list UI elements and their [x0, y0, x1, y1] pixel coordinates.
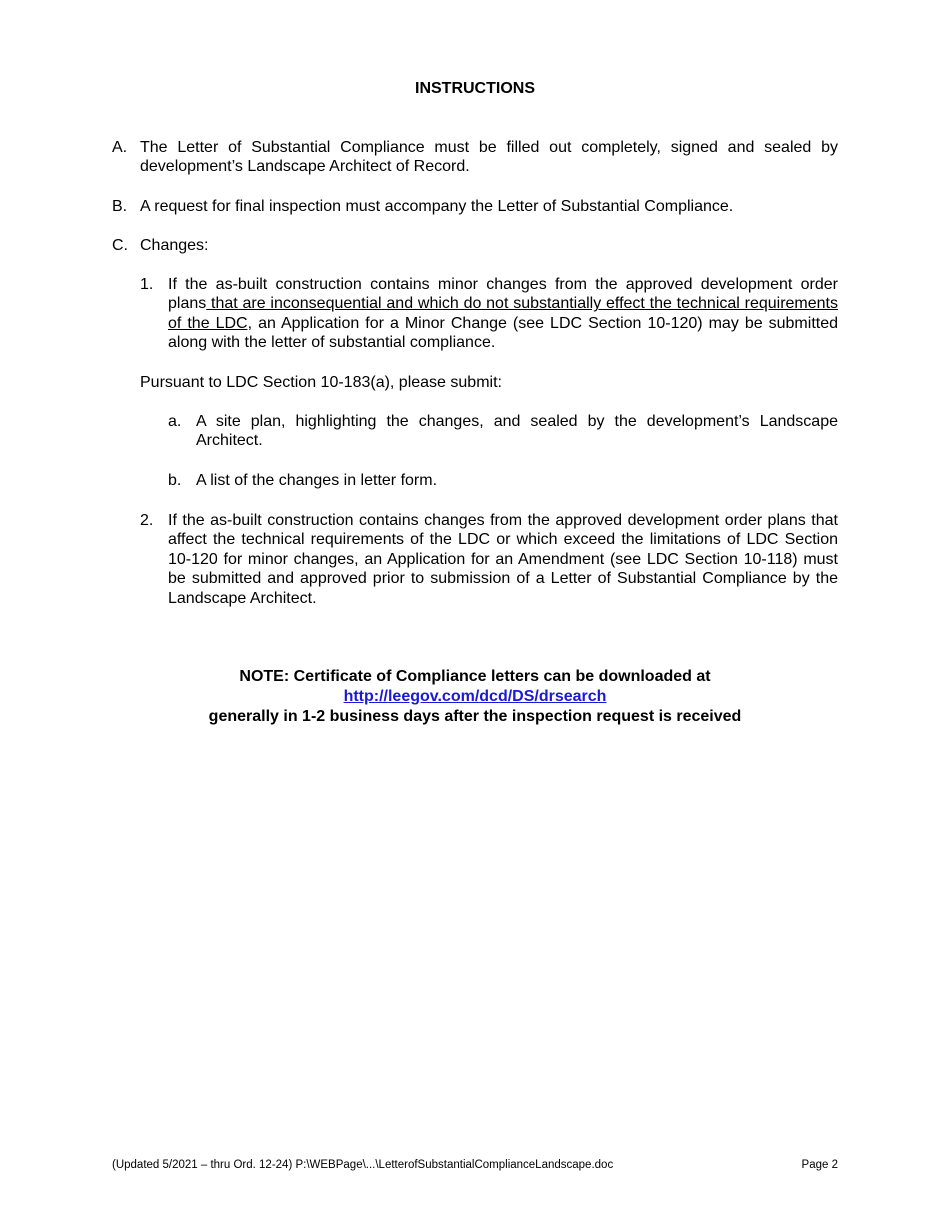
- item-b-text: A request for final inspection must accompany the Letter of Substantial Compliance.: [140, 198, 734, 215]
- drsearch-link[interactable]: http://leegov.com/dcd/DS/drsearch: [343, 688, 607, 705]
- item-b-marker: B.: [112, 198, 128, 215]
- footer-path: (Updated 5/2021 – thru Ord. 12-24) P:\WEBPage\...\LetterofSubstantialComplianceLandscape.doc: [112, 1159, 614, 1171]
- note-block: [0, 667, 950, 727]
- item-c1-marker: 1.: [140, 276, 154, 293]
- item-c1-text-after: an Application for a Minor Change (see LDC Section 10-120) may be submitted along with the letter of substantial compliance.: [168, 314, 839, 352]
- item-cb-text: A list of the changes in letter form.: [196, 472, 438, 489]
- item-ca-text: A site plan, highlighting the changes, and sealed by the development’s Landscape Architect.: [196, 413, 838, 450]
- item-c1-text-underlined: that are inconsequential and which do not substantially effect the technical requirements of the LDC,: [168, 295, 838, 332]
- item-c2-marker: 2.: [140, 512, 154, 529]
- note-line-3: generally in 1-2 business days after the inspection request is received: [208, 708, 742, 725]
- note-line-1: NOTE: Certificate of Compliance letters can be downloaded at: [239, 668, 711, 685]
- item-c1-text-before: If the as-built construction contains minor changes from the approved development order plans: [168, 276, 838, 313]
- item-c-marker: C.: [112, 237, 128, 254]
- item-c-text: Changes:: [140, 237, 209, 254]
- item-ca-marker: a.: [168, 413, 182, 430]
- item-a-marker: A.: [112, 139, 128, 156]
- page-title: INSTRUCTIONS: [415, 80, 535, 97]
- item-a-text: The Letter of Substantial Compliance must be filled out completely, signed and sealed by development’s Landscape Architect of Record.: [140, 139, 838, 176]
- item-cb-marker: b.: [168, 472, 182, 489]
- item-c1-text: [168, 275, 838, 353]
- item-c2-text: If the as-built construction contains changes from the approved development order plans that affect the technical requirements of the LDC or which exceed the limitations of LDC Section 10-120 for minor changes, an Application for an Amendment (see LDC Section 10-118) must be submitted and approved prior to submission of a Letter of Substantial Compliance by the Landscape Architect.: [168, 512, 838, 607]
- footer-page-number: Page 2: [801, 1159, 838, 1171]
- pursuant-text: Pursuant to LDC Section 10-183(a), please submit:: [140, 374, 502, 391]
